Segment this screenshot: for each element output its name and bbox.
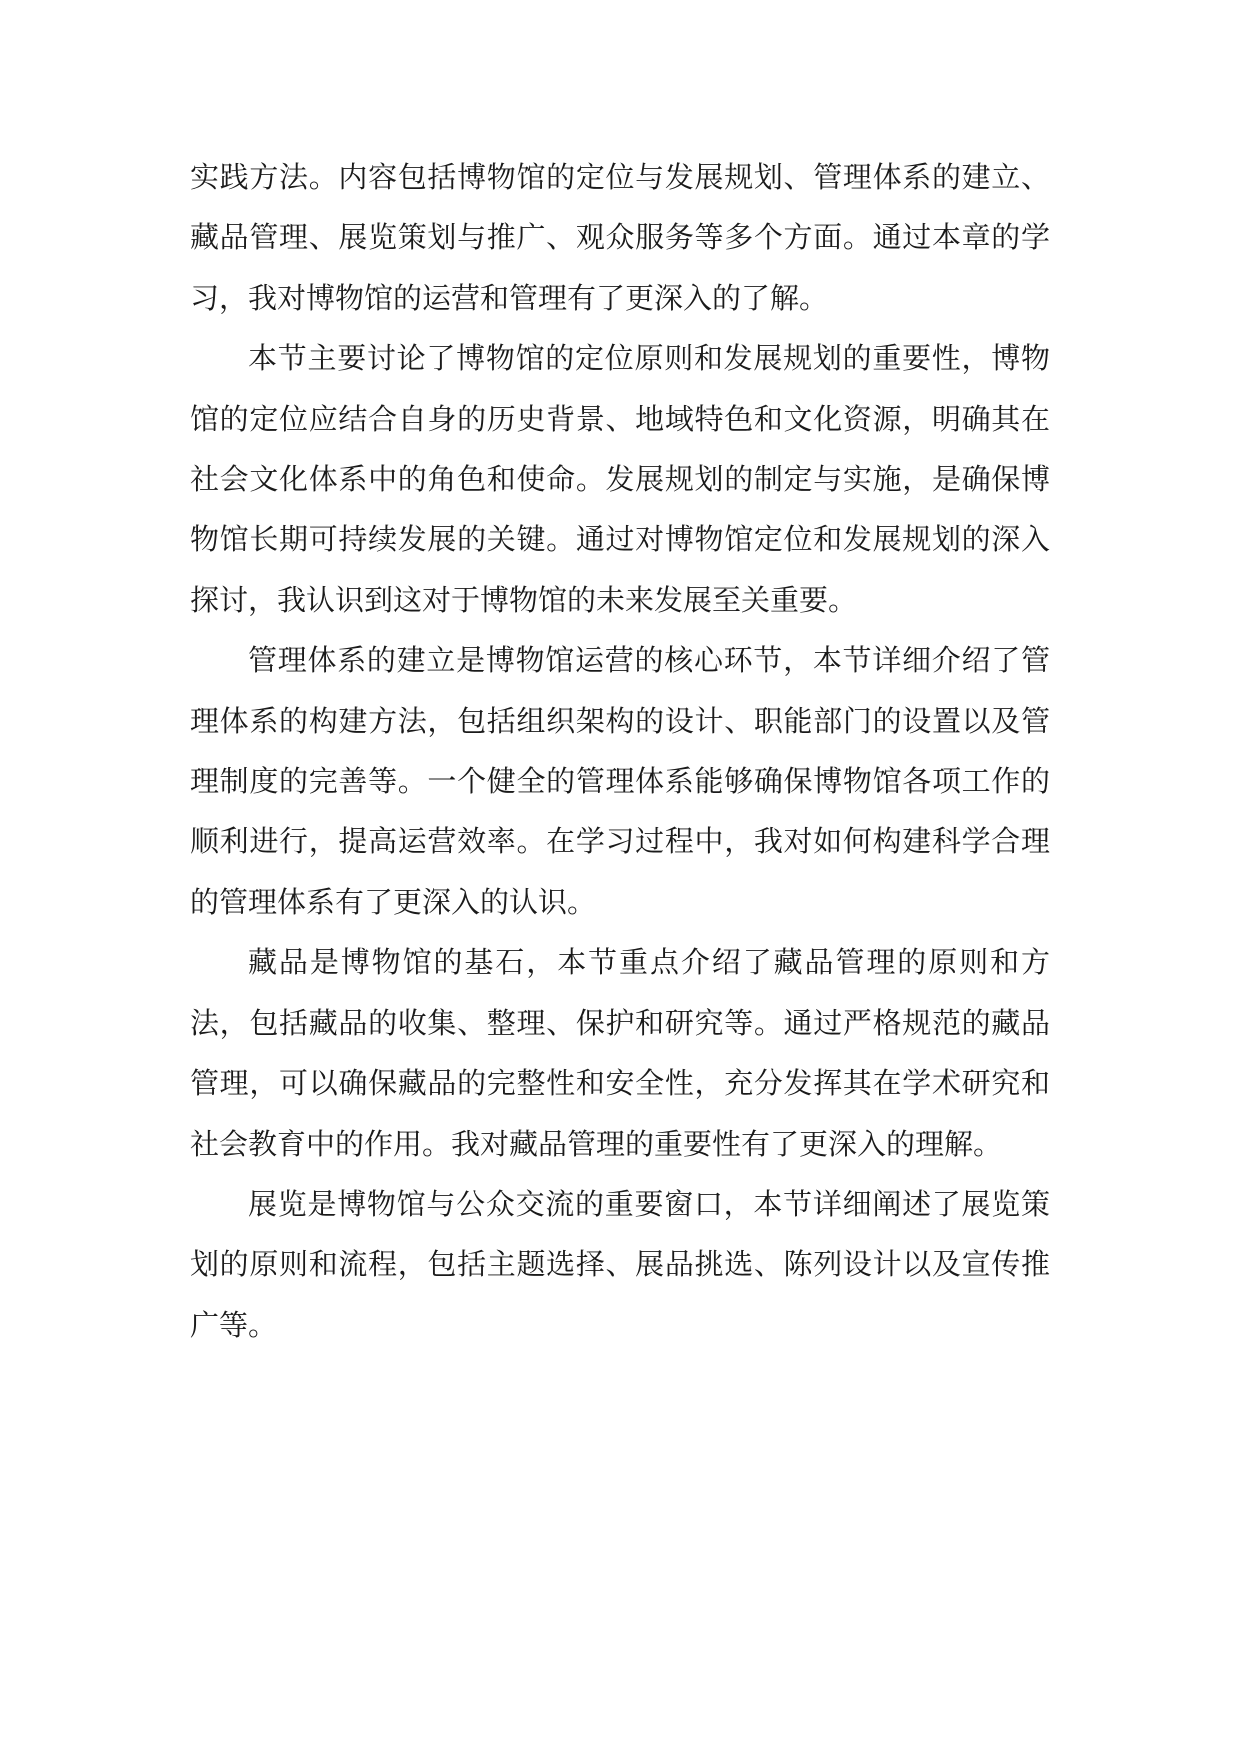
paragraph-continued: 实践方法。内容包括博物馆的定位与发展规划、管理体系的建立、藏品管理、展览策划与推广、观众服务等多个方面。通过本章的学习，我对博物馆的运营和管理有了更深入的了解。 — [190, 160, 1050, 315]
paragraph-positioning: 本节主要讨论了博物馆的定位原则和发展规划的重要性，博物馆的定位应结合自身的历史背景、地域特色和文化资源，明确其在社会文化体系中的角色和使命。发展规划的制定与实施，是确保博物馆长期可持续发展的关键。通过对博物馆定位和发展规划的深入探讨，我认识到这对于博物馆的未来发展至关重要。 — [190, 341, 1050, 617]
document-body — [190, 147, 1050, 1355]
paragraph-management-system: 管理体系的建立是博物馆运营的核心环节，本节详细介绍了管理体系的构建方法，包括组织架构的设计、职能部门的设置以及管理制度的完善等。一个健全的管理体系能够确保博物馆各项工作的顺利进行，提高运营效率。在学习过程中，我对如何构建科学合理的管理体系有了更深入的认识。 — [190, 643, 1050, 919]
paragraph-collection: 藏品是博物馆的基石，本节重点介绍了藏品管理的原则和方法，包括藏品的收集、整理、保护和研究等。通过严格规范的藏品管理，可以确保藏品的完整性和安全性，充分发挥其在学术研究和社会教育中的作用。我对藏品管理的重要性有了更深入的理解。 — [190, 945, 1050, 1161]
paragraph-exhibition: 展览是博物馆与公众交流的重要窗口，本节详细阐述了展览策划的原则和流程，包括主题选择、展品挑选、陈列设计以及宣传推广等。 — [190, 1186, 1050, 1342]
